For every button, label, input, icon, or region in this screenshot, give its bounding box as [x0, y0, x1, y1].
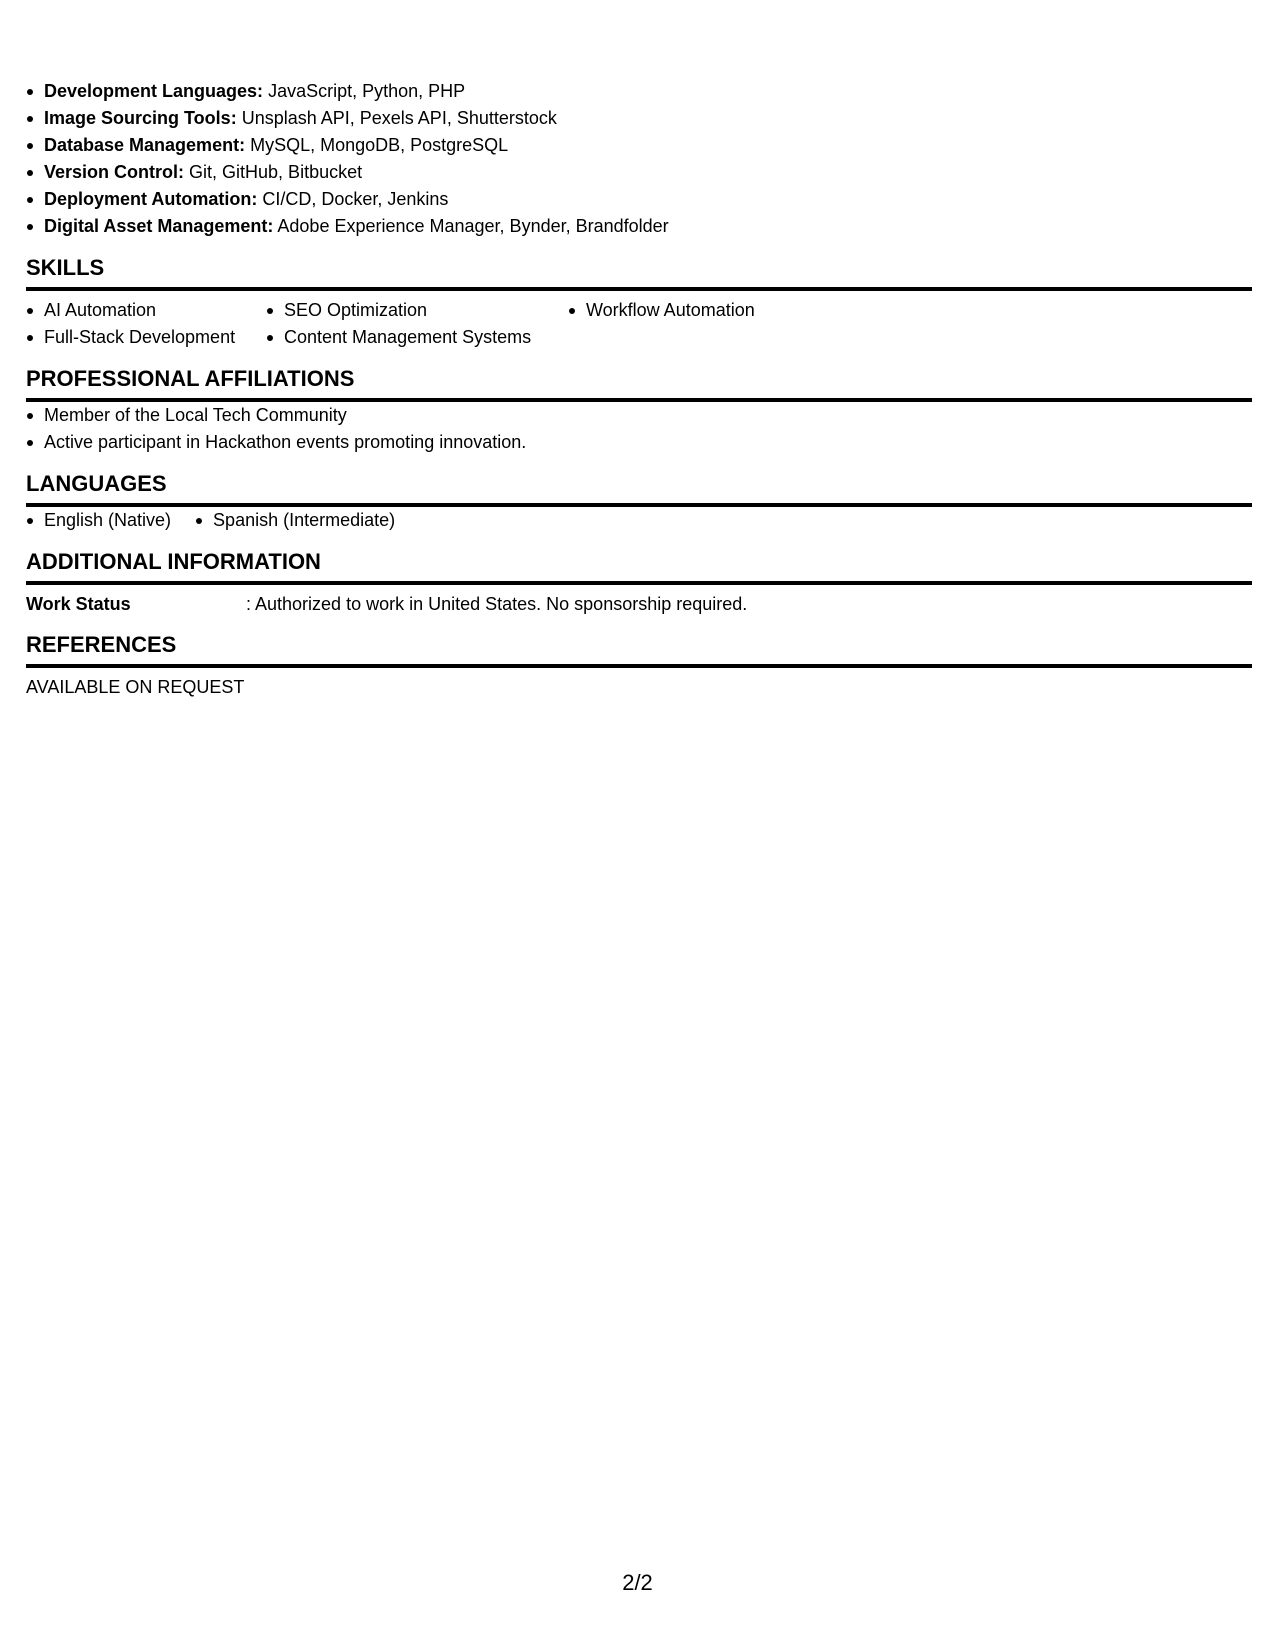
skill-item: Workflow Automation: [568, 297, 868, 324]
list-item: [26, 186, 1252, 213]
item-label: Development Languages:: [44, 81, 264, 101]
list-item: [26, 213, 1252, 240]
item-value: JavaScript, Python, PHP: [268, 81, 466, 101]
work-status-value: : Authorized to work in United States. No sponsorship required.: [246, 594, 748, 614]
item-value: Unsplash API, Pexels API, Shutterstock: [241, 108, 557, 128]
technical-tools-list: [26, 78, 1252, 240]
item-value: Git, GitHub, Bitbucket: [189, 162, 363, 182]
section-heading: PROFESSIONAL AFFILIATIONS: [26, 366, 1252, 402]
skills-section: [26, 255, 1252, 351]
item-value: Adobe Experience Manager, Bynder, Brandfolder: [277, 216, 669, 236]
affiliation-item: Active participant in Hackathon events promoting innovation.: [26, 429, 1252, 456]
references-text: AVAILABLE ON REQUEST: [26, 677, 245, 697]
item-value: CI/CD, Docker, Jenkins: [262, 189, 449, 209]
resume-page: [26, 78, 1252, 700]
list-item: [26, 159, 1252, 186]
work-status-row: [26, 591, 1252, 617]
skill-item: SEO Optimization: [266, 297, 568, 324]
additional-info-section: [26, 549, 1252, 617]
section-heading: REFERENCES: [26, 632, 1252, 668]
item-label: Image Sourcing Tools:: [44, 108, 237, 128]
language-item: English (Native): [26, 507, 171, 534]
work-status-label: Work Status: [26, 594, 131, 614]
skills-column: [26, 297, 266, 351]
item-label: Digital Asset Management:: [44, 216, 274, 236]
item-label: Database Management:: [44, 135, 246, 155]
list-item: [26, 78, 1252, 105]
section-heading: ADDITIONAL INFORMATION: [26, 549, 1252, 585]
language-item: Spanish (Intermediate): [195, 507, 395, 534]
affiliations-list: [26, 402, 1252, 456]
skill-item: Content Management Systems: [266, 324, 568, 351]
skills-column: [568, 297, 868, 351]
item-value: MySQL, MongoDB, PostgreSQL: [250, 135, 509, 155]
skill-item: Full-Stack Development: [26, 324, 266, 351]
skills-grid: [26, 297, 1252, 351]
item-label: Deployment Automation:: [44, 189, 258, 209]
section-heading: SKILLS: [26, 255, 1252, 291]
item-label: Version Control:: [44, 162, 185, 182]
section-heading: LANGUAGES: [26, 471, 1252, 507]
skill-item: AI Automation: [26, 297, 266, 324]
list-item: [26, 105, 1252, 132]
references-section: [26, 632, 1252, 700]
languages-section: [26, 471, 1252, 534]
affiliation-item: Member of the Local Tech Community: [26, 402, 1252, 429]
skills-column: [266, 297, 568, 351]
languages-list: [26, 507, 1252, 534]
affiliations-section: [26, 366, 1252, 456]
list-item: [26, 132, 1252, 159]
page-number: 2/2: [622, 1570, 653, 1595]
